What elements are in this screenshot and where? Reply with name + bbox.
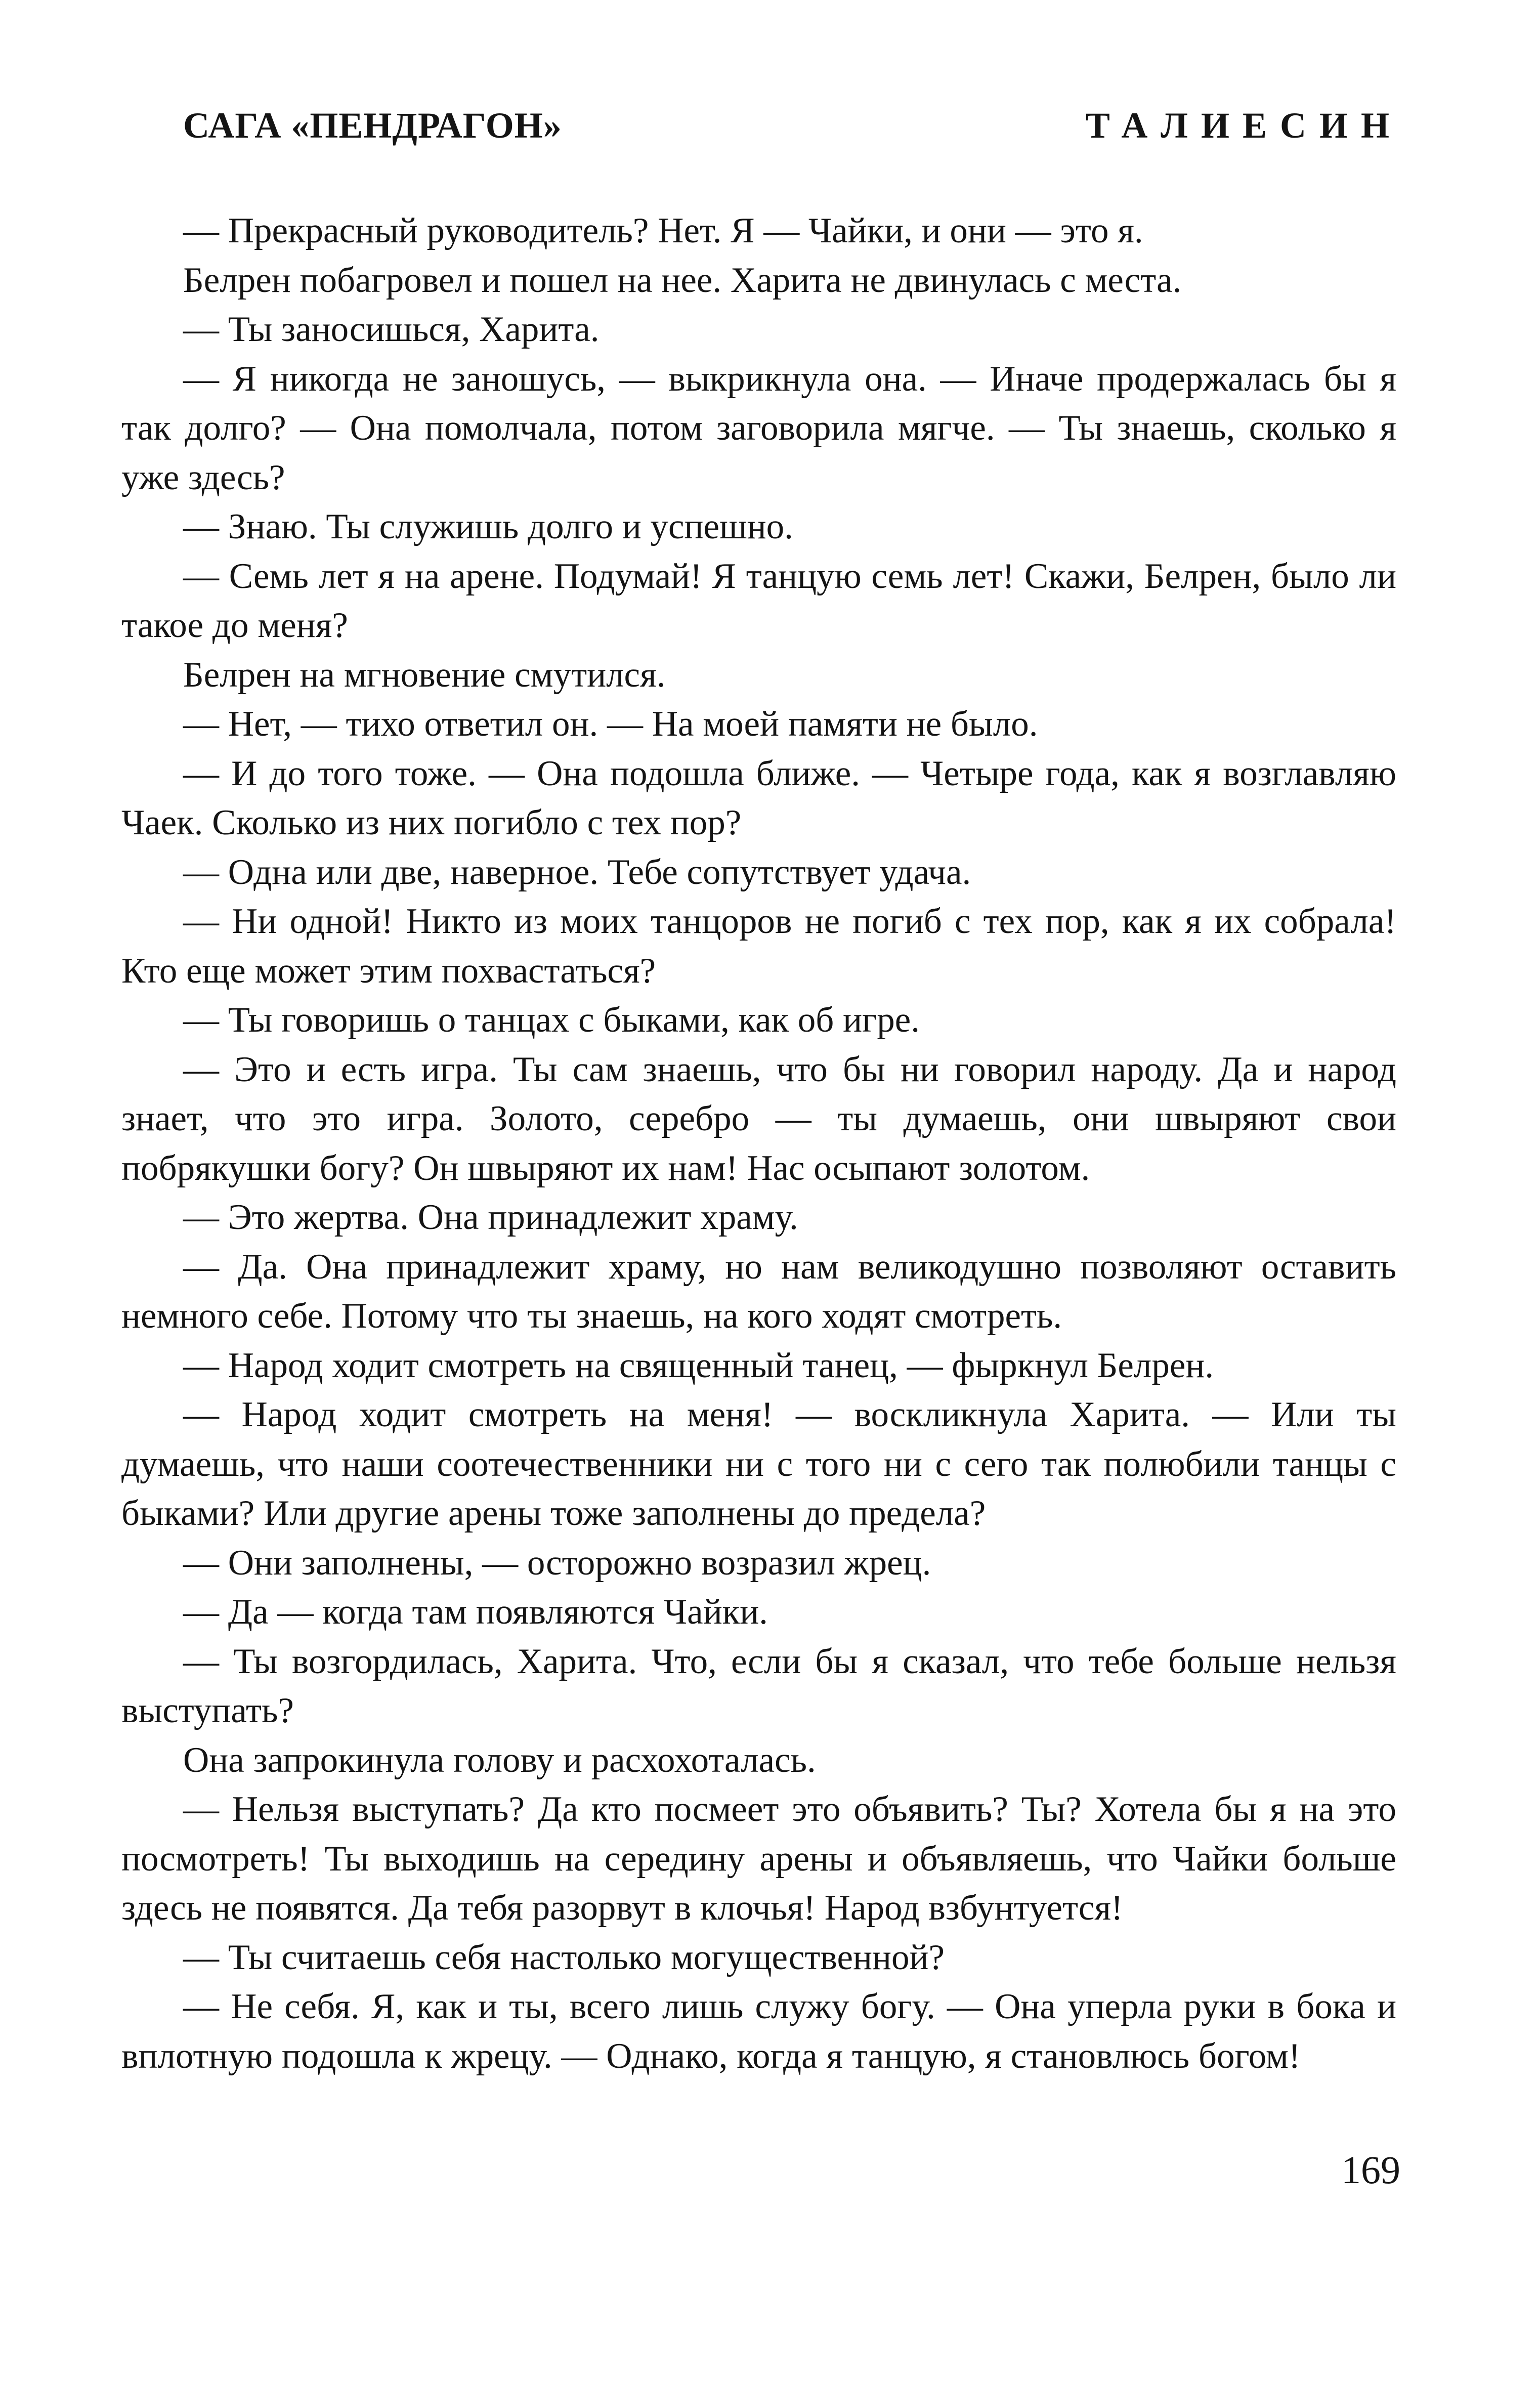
paragraph: — Семь лет я на арене. Подумай! Я танцую семь лет! Скажи, Белрен, было ли такое до меня? bbox=[121, 556, 1396, 645]
paragraph: — Народ ходит смотреть на священный танец, — фыркнул Белрен. bbox=[183, 1345, 1214, 1385]
paragraph: — Они заполнены, — осторожно возразил жрец. bbox=[183, 1543, 931, 1583]
paragraph: — Ты говоришь о танцах с быками, как об игре. bbox=[183, 1000, 920, 1040]
paragraph: — Это и есть игра. Ты сам знаешь, что бы ни говорил народу. Да и народ знает, что это игра. Золото, серебро — ты думаешь, они швыряют свои побрякушки богу? Он швыряют их нам! Нас осыпают золотом. bbox=[121, 1049, 1396, 1188]
page-number: 169 bbox=[1341, 2148, 1400, 2192]
paragraph: — Знаю. Ты служишь долго и успешно. bbox=[183, 507, 793, 546]
page-body-text bbox=[121, 206, 1396, 2081]
paragraph: — Да. Она принадлежит храму, но нам великодушно позволяют оставить немного себе. Потому что ты знаешь, на кого ходят смотреть. bbox=[121, 1247, 1396, 1336]
paragraph: — Не себя. Я, как и ты, всего лишь служу богу. — Она уперла руки в бока и вплотную подошла к жрецу. — Однако, когда я танцую, я становлюсь богом! bbox=[121, 1987, 1396, 2076]
running-header-series: САГА «ПЕНДРАГОН» bbox=[183, 105, 562, 146]
paragraph: Белрен побагровел и пошел на нее. Харита не двинулась с места. bbox=[183, 260, 1182, 300]
paragraph: — Нет, — тихо ответил он. — На моей памяти не было. bbox=[183, 704, 1038, 744]
paragraph: — Народ ходит смотреть на меня! — воскликнула Харита. — Или ты думаешь, что наши соотечественники ни с того ни с сего так полюбили танцы с быками? Или другие арены тоже заполнены до предела? bbox=[121, 1395, 1396, 1533]
paragraph: — Ты заносишься, Харита. bbox=[183, 310, 600, 349]
paragraph: — Одна или две, наверное. Тебе сопутствует удача. bbox=[183, 852, 971, 892]
paragraph: — Ты возгордилась, Харита. Что, если бы я сказал, что тебе больше нельзя выступать? bbox=[121, 1641, 1396, 1730]
paragraph: — Прекрасный руководитель? Нет. Я — Чайки, и они — это я. bbox=[183, 211, 1143, 250]
paragraph: — Ты считаешь себя настолько могущественной? bbox=[183, 1937, 945, 1977]
paragraph: — Нельзя выступать? Да кто посмеет это объявить? Ты? Хотела бы я на это посмотреть! Ты выходишь на середину арены и объявляешь, что Чайки больше здесь не появятся. Да тебя разорвут в клочья! Народ взбунтуется! bbox=[121, 1790, 1396, 1928]
paragraph: Она запрокинула голову и расхохоталась. bbox=[183, 1740, 816, 1780]
paragraph: — Я никогда не заношусь, — выкрикнула она. — Иначе продержалась бы я так долго? — Она помолчала, потом заговорила мягче. — Ты знаешь, сколько я уже здесь? bbox=[121, 359, 1396, 497]
paragraph: — И до того тоже. — Она подошла ближе. — Четыре года, как я возглавляю Чаек. Сколько из них погибло с тех пор? bbox=[121, 753, 1396, 842]
paragraph: — Да — когда там появляются Чайки. bbox=[183, 1592, 768, 1632]
running-header-book-title: ТАЛИЕСИН bbox=[1085, 105, 1402, 146]
paragraph: — Ни одной! Никто из моих танцоров не погиб с тех пор, как я их собрала! Кто еще может этим похвастаться? bbox=[121, 902, 1396, 991]
paragraph: — Это жертва. Она принадлежит храму. bbox=[183, 1198, 798, 1237]
paragraph: Белрен на мгновение смутился. bbox=[183, 655, 666, 695]
